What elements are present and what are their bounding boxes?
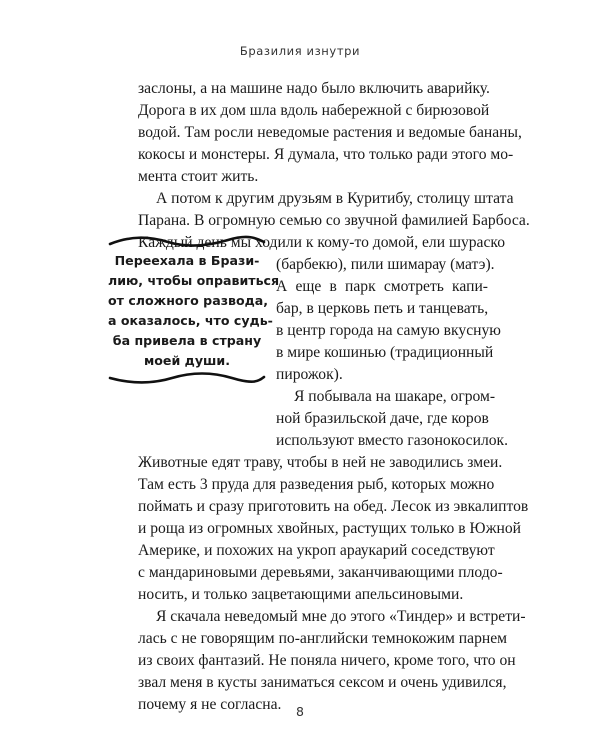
body-line: заслоны, а на машине надо было включить аварийку. bbox=[138, 80, 490, 97]
pull-quote-line: ба привела в страну bbox=[112, 333, 262, 348]
body-line: мента стоит жить. bbox=[138, 168, 259, 185]
body-line: А потом к другим друзьям в Куритибу, столицу штата bbox=[156, 190, 514, 207]
body-line: ной бразильской даче, где коров bbox=[276, 410, 489, 427]
pull-quote-line: моей души. bbox=[143, 353, 231, 368]
body-line: Животные едят траву, чтобы в ней не заводились змеи. bbox=[138, 454, 503, 471]
body-line: носить, и только зацветающими апельсиновыми. bbox=[138, 586, 464, 603]
body-line: лась с не говорящим по-английски темнокожим парнем bbox=[138, 630, 508, 647]
body-line: звал меня в кусты заниматься сексом и очень удивился, bbox=[138, 674, 507, 691]
body-line: А еще в парк смотреть капи- bbox=[276, 278, 488, 295]
body-line: из своих фантазий. Не поняла ничего, кроме того, что он bbox=[138, 652, 516, 669]
body-line: Дорога в их дом шла вдоль набережной с бирюзовой bbox=[138, 102, 490, 119]
body-line: в мире кошинью (традиционный bbox=[276, 344, 494, 361]
body-line: пирожок). bbox=[276, 366, 343, 383]
body-line: в центр города на самую вкусную bbox=[276, 322, 501, 339]
body-line: Америке, и похожих на укроп араукарий соседствуют bbox=[138, 542, 495, 559]
wave-divider-bottom bbox=[108, 372, 266, 386]
body-line: Парана. В огромную семью со звучной фамилией Барбоса. bbox=[138, 212, 530, 229]
running-head: Бразилия изнутри bbox=[239, 44, 361, 58]
wave-divider-top bbox=[108, 234, 266, 248]
body-line: используют вместо газонокосилок. bbox=[276, 432, 508, 449]
body-line: (барбекю), пили шимарау (матэ). bbox=[276, 256, 495, 273]
body-line: и роща из огромных хвойных, растущих только в Южной bbox=[138, 520, 521, 537]
body-line: кокосы и монстеры. Я думала, что только ради этого мо- bbox=[138, 146, 514, 163]
body-line: Я побывала на шакаре, огром- bbox=[294, 388, 496, 405]
body-line: бар, в церковь петь и танцевать, bbox=[276, 300, 489, 317]
body-line: Я скачала неведомый мне до этого «Тиндер» и встрети- bbox=[156, 608, 526, 625]
body-line: с мандариновыми деревьями, заканчивающими плодо- bbox=[138, 564, 503, 581]
pull-quote-line: от сложного развода, bbox=[108, 293, 269, 308]
body-line: поймать и сразу приготовить на обед. Лесок из эвкалиптов bbox=[138, 498, 529, 515]
pull-quote-line: Переехала в Брази- bbox=[114, 253, 260, 268]
body-line: Там есть 3 пруда для разведения рыб, которых можно bbox=[138, 476, 495, 493]
page-number: 8 bbox=[296, 704, 304, 719]
pull-quote-line: а оказалось, что судь- bbox=[108, 313, 273, 328]
body-line: почему я не согласна. bbox=[138, 696, 282, 713]
pull-quote bbox=[108, 234, 280, 374]
body-line: водой. Там росли неведомые растения и ведомые бананы, bbox=[138, 124, 522, 141]
body-line: Каждый день мы ходили к кому-то домой, ели шураско bbox=[138, 234, 505, 251]
pull-quote-line: лию, чтобы оправиться bbox=[108, 273, 280, 288]
